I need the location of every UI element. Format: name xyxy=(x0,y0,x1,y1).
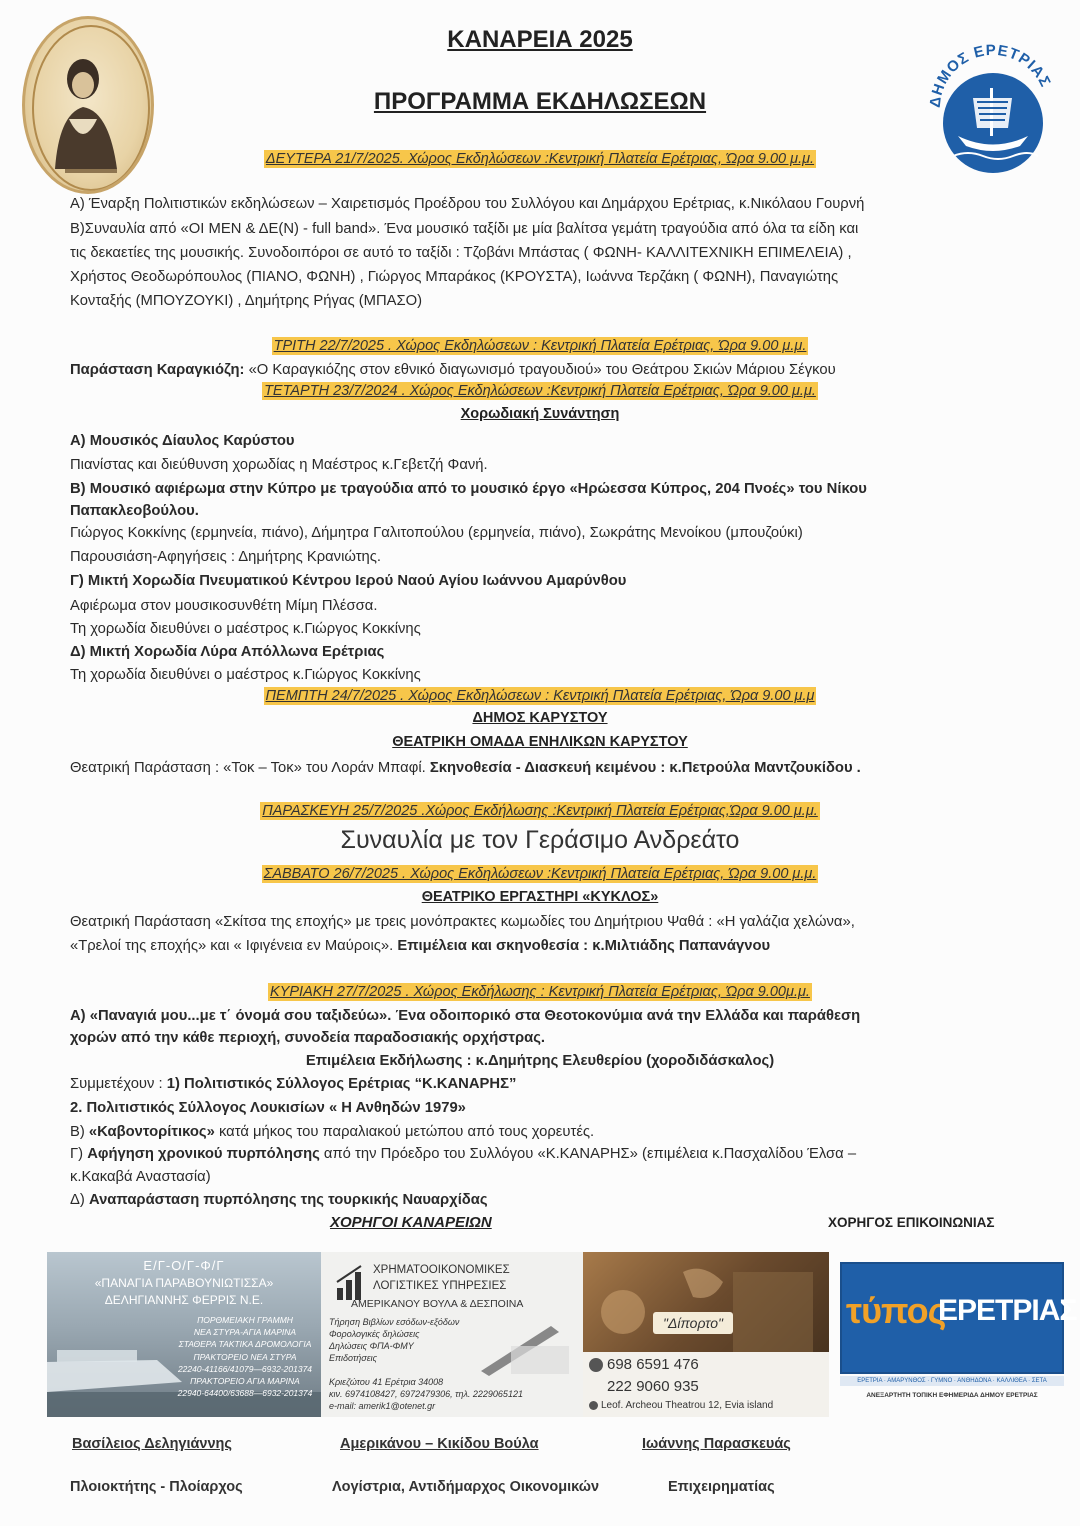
bar-chart-icon xyxy=(335,1262,369,1302)
ad2-line-1: ΧΡΗΜΑΤΟΟΙΚΟΝΟΜΙΚΕΣ xyxy=(373,1264,510,1276)
sunday-b: Β) «Καβοντορίτικος» κατά μήκος του παραλιακού μετώπου από τους χορευτές. xyxy=(70,1124,595,1140)
thursday-text: Θεατρική Παράσταση : «Τοκ – Τοκ» του Λοράν Μπαφί. Σκηνοθεσία - Διασκευή κειμένου : κ.Πετρούλα Μαντζουκίδου . xyxy=(70,760,861,776)
ad2-line-5: Φορολογικές δηλώσεις xyxy=(329,1329,420,1339)
ad2-line-6: Δηλώσεις ΦΠΑ-ΦΜΥ xyxy=(329,1341,414,1351)
ad-diporto xyxy=(583,1252,829,1417)
wednesday-b-text-2: Παρουσιάση-Αφηγήσεις : Δημήτρης Κρανιώτης. xyxy=(70,549,382,565)
ad1-line-8: 22240-41166/41079—6932-201374 xyxy=(177,1363,313,1374)
ad3-phone-1-row: 698 6591 476 xyxy=(589,1356,699,1373)
sunday-a-2: χορών από την κάθε περιοχή, συνοδεία παραδοσιακής ορχήστρας. xyxy=(70,1030,546,1046)
sunday-participants-2: 2. Πολιτιστικός Σύλλογος Λουκισίων « Η Ανθηδών 1979» xyxy=(70,1100,466,1116)
sunday-a-1: Α) «Παναγιά μου...με τ΄ όνομά σου ταξιδεύω». Ένα οδοιπορικό στα Θεοτοκονύμια ανά την Ελλάδα και παράθεση xyxy=(70,1008,861,1024)
ad2-line-3: ΑΜΕΡΙΚΑΝΟΥ ΒΟΥΛΑ & ΔΕΣΠΟΙΝΑ xyxy=(351,1298,524,1310)
page-title: ΚΑΝΑΡΕΙΑ 2025 xyxy=(447,26,633,53)
day-header-thursday: ΠΕΜΠΤΗ 24/7/2025 . Χώρος Εκδηλώσεων : Κεντρική Πλατεία Ερέτριας, Ώρα 9.00 μ.μ xyxy=(265,688,815,704)
sponsor-name-2: Αμερικάνου – Κικίδου Βούλα xyxy=(340,1436,539,1452)
wednesday-c-title: Γ) Μικτή Χορωδία Πνευματικού Κέντρου Ιερού Ναού Αγίου Ιωάννου Αμαρύνθου xyxy=(70,573,627,589)
pen-icon xyxy=(471,1316,571,1376)
svg-text:ΔΗΜΟΣ ΕΡΕΤΡΙΑΣ: ΔΗΜΟΣ ΕΡΕΤΡΙΑΣ xyxy=(928,41,1055,109)
sunday-curator: Επιμέλεια Εκδήλωσης : κ.Δημήτρης Ελευθερίου (χοροδιδάσκαλος) xyxy=(305,1053,775,1069)
friday-concert: Συναυλία με τον Γεράσιμο Ανδρεάτο xyxy=(340,826,740,854)
page-subtitle: ΠΡΟΓΡΑΜΜΑ ΕΚΔΗΛΩΣΕΩΝ xyxy=(373,88,707,115)
ad2-line-4: Τήρηση Βιβλίων εσόδων-εξόδων xyxy=(329,1317,460,1327)
day-header-monday: ΔΕΥΤΕΡΑ 21/7/2025. Χώρος Εκδηλώσεων :Κεντρική Πλατεία Ερέτριας, Ώρα 9.00 μ.μ. xyxy=(265,151,815,167)
ad1-line-6: ΣΤΑΘΕΡΑ ΤΑΚΤΙΚΑ ΔΡΟΜΟΛΟΓΙΑ xyxy=(178,1339,312,1350)
ad1-line-7: ΠΡΑΚΤΟΡΕΙΟ ΝΕΑ ΣΤΥΡΑ xyxy=(193,1351,297,1362)
monday-line-4: Χρήστος Θεοδωρόπουλος (ΠΙΑΝΟ, ΦΩΝΗ) , Γιώργος Μπαράκος (ΚΡΟΥΣΤΑ), Ιωάννα Τερζάκη ( ΦΩΝΗ), Παναγιώτης xyxy=(70,269,839,285)
monday-line-5: Κονταξής (ΜΠΟΥΖΟΥΚΙ) , Δημήτρης Ρήγας (ΜΠΑΣΟ) xyxy=(70,293,423,309)
sponsor-role-1: Πλοιοκτήτης - Πλοίαρχος xyxy=(70,1479,243,1495)
wednesday-d-text: Τη χορωδία διευθύνει ο μαέστρος κ.Γιώργος Κοκκίνης xyxy=(70,667,421,683)
wednesday-b-title-1: Β) Μουσικό αφιέρωμα στην Κύπρο με τραγούδια από το μουσικό έργο «Ηρώεσσα Κύπρος, 204 Πνοές» του Νίκου xyxy=(70,481,867,497)
sponsor-name-1: Βασίλειος Δεληγιάννης xyxy=(72,1436,232,1452)
ad3-address-row: Leof. Archeou Theatrou 12, Evia island xyxy=(589,1400,773,1411)
sponsor-name-3: Ιωάννης Παρασκευάς xyxy=(642,1436,791,1452)
ad4-word-1: τύπος xyxy=(846,1290,946,1331)
ad1-line-9: ΠΡΑΚΤΟΡΕΙΟ ΑΓΙΑ ΜΑΡΙΝΑ xyxy=(190,1376,300,1387)
wednesday-subtitle: Χορωδιακή Συνάντηση xyxy=(460,406,620,422)
saturday-text-1: Θεατρική Παράσταση «Σκίτσα της εποχής» με τρεις μονόπρακτες κωμωδίες του Δημήτριου Ψαθά : «Η γαλάζια χελώνα», xyxy=(70,914,855,930)
ad1-line-3: ΔΕΛΗΓΙΑΝΝΗΣ ΦΕΡΡΙΣ Ν.Ε. xyxy=(104,1293,264,1307)
ad1-line-10: 22940-64400/63688—6932-201374 xyxy=(177,1388,313,1399)
sunday-participants-1: Συμμετέχουν : 1) Πολιτιστικός Σύλλογος Ερέτριας “Κ.ΚΑΝΑΡΗΣ” xyxy=(70,1076,517,1092)
ad4-word-2: ΕΡΕΤΡΙΑΣ xyxy=(938,1294,1077,1327)
whatsapp-icon xyxy=(589,1358,603,1372)
ad2-line-8: Κριεζώτου 41 Ερέτρια 34008 xyxy=(329,1377,444,1387)
ad4-tag-2: ΑΝΕΞΑΡΤΗΤΗ ΤΟΠΙΚΗ ΕΦΗΜΕΡΙΔΑ ΔΗΜΟΥ ΕΡΕΤΡΙΑΣ xyxy=(866,1392,1038,1399)
sponsor-role-2: Λογίστρια, Αντιδήμαρχος Οικονομικών xyxy=(332,1479,600,1495)
ad2-line-9: κιν. 6974108427, 6972479306, τηλ. 2229065121 xyxy=(329,1389,523,1399)
wednesday-a-text: Πιανίστας και διεύθυνση χορωδίας η Μαέστρος κ.Γεβετζή Φανή. xyxy=(70,457,488,473)
location-pin-icon xyxy=(589,1401,598,1410)
monday-line-3: τις δεκαετίες της μουσικής. Συνοδοιπόροι σε αυτό το ταξίδι : Τζοβάνι Μπάστας ( ΦΩΝΗ- ΚΑΛΛΙΤΕΧΝΙΚΗ ΕΠΙΜΕΛΕΙΑ) , xyxy=(70,245,852,261)
ad2-line-2: ΛΟΓΙΣΤΙΚΕΣ ΥΠΗΡΕΣΙΕΣ xyxy=(373,1280,507,1292)
wednesday-c-text-2: Τη χορωδία διευθύνει ο μαέστρος κ.Γιώργος Κοκκίνης xyxy=(70,621,421,637)
wednesday-b-title-2: Παπακλεοβούλου. xyxy=(70,503,199,519)
day-header-saturday: ΣΑΒΒΑΤΟ 26/7/2025 . Χώρος Εκδηλώσεων :Κεντρική Πλατεία Ερέτριας, Ώρα 9.00 μ.μ. xyxy=(263,866,817,882)
day-header-tuesday: ΤΡΙΤΗ 22/7/2025 . Χώρος Εκδηλώσεων : Κεντρική Πλατεία Ερέτριας, Ώρα 9.00 μ.μ. xyxy=(273,338,807,354)
saturday-text-2: «Τρελοί της εποχής» και « Ιφιγένεια εν Μαύροις». Επιμέλεια και σκηνοθεσία : κ.Μιλτιάδης Παπανάγνου xyxy=(70,938,771,954)
wednesday-a-title: Α) Μουσικός Δίαυλος Καρύστου xyxy=(70,433,295,449)
ad1-line-4: ΠΟΡΘΜΕΙΑΚΗ ΓΡΑΜΜΗ xyxy=(197,1315,293,1325)
ad3-phone-2: 222 9060 935 xyxy=(607,1378,699,1395)
tuesday-line: Παράσταση Καραγκιόζη: «Ο Καραγκιόζης στον εθνικό διαγωνισμό τραγουδιού» του Θεάτρου Σκιών Μάριου Σέγκου xyxy=(70,362,836,378)
media-sponsor-title: ΧΟΡΗΓΟΣ ΕΠΙΚΟΙΝΩΝΙΑΣ xyxy=(828,1215,995,1230)
wednesday-d-title: Δ) Μικτή Χορωδία Λύρα Απόλλωνα Ερέτριας xyxy=(70,644,385,660)
ad1-line-1: Ε/Γ-Ο/Γ-Φ/Γ xyxy=(143,1258,225,1273)
sponsor-role-3: Επιχειρηματίας xyxy=(668,1479,775,1495)
ad2-line-10: e-mail: amerik1@otenet.gr xyxy=(329,1401,436,1411)
day-header-friday: ΠΑΡΑΣΚΕΥΗ 25/7/2025 .Χώρος Εκδήλωσης :Κεντρική Πλατεία Ερέτριας,Ώρα 9.00 μ.μ. xyxy=(262,803,818,819)
thursday-sub-1: ΔΗΜΟΣ ΚΑΡΥΣΤΟΥ xyxy=(472,710,608,726)
wednesday-c-text-1: Αφιέρωμα στον μουσικοσυνθέτη Μίμη Πλέσσα. xyxy=(70,598,378,614)
ad2-line-7: Επιδοτήσεις xyxy=(329,1353,378,1363)
ad3-name: "Δίπορτο" xyxy=(653,1312,733,1334)
sunday-c: Γ) Αφήγηση χρονικού πυρπόλησης από την Πρόεδρο του Συλλόγου «Κ.ΚΑΝΑΡΗΣ» (επιμέλεια κ.Πασχαλίδου Έλσα – xyxy=(70,1146,857,1162)
wednesday-b-text-1: Γιώργος Κοκκίνης (ερμηνεία, πιάνο), Δήμητρα Γαλιτοπούλου (ερμηνεία, πιάνο), Σωκράτης Μενοίκου (μπουζούκι) xyxy=(70,525,803,541)
ad-typos-eretrias xyxy=(840,1262,1077,1410)
day-header-wednesday: ΤΕΤΑΡΤΗ 23/7/2024 . Χώρος Εκδηλώσεων :Κεντρική Πλατεία Ερέτριας, Ώρα 9.00 μ.μ. xyxy=(264,383,816,399)
sunday-c-2: κ.Κακαβά Αναστασία) xyxy=(70,1169,211,1185)
day-header-sunday: ΚΥΡΙΑΚΗ 27/7/2025 . Χώρος Εκδήλωσης : Κεντρική Πλατεία Ερέτριας, Ώρα 9.00μ.μ. xyxy=(270,984,810,1000)
monday-line-2: Β)Συναυλία από «ΟΙ ΜΕΝ & ΔΕ(Ν) - full band». Ένα μουσικό ταξίδι με μία βαλίτσα γεμάτη τραγούδια από όλα τα είδη και xyxy=(70,221,859,237)
ad1-line-5: ΝΕΑ ΣΤΥΡΑ-ΑΓΙΑ ΜΑΡΙΝΑ xyxy=(193,1327,297,1338)
ad4-tag-1: ΕΡΕΤΡΙΑ · ΑΜΑΡΥΝΘΟΣ · ΓΥΜΝΟ · ΑΝΘΗΔΟΝΑ · ΚΑΛΛΙΘΕΑ · ΣΕΤΑ xyxy=(840,1376,1064,1386)
ad-accounting xyxy=(321,1252,583,1417)
sponsors-title: ΧΟΡΗΓΟΙ ΚΑΝΑΡΕΙΩΝ xyxy=(330,1214,492,1231)
ad1-line-2: «ΠΑΝΑΓΙΑ ΠΑΡΑΒΟΥΝΙΩΤΙΣΣΑ» xyxy=(94,1276,274,1290)
ad-ferry xyxy=(47,1252,321,1417)
thursday-sub-2: ΘΕΑΤΡΙΚΗ ΟΜΑΔΑ ΕΝΗΛΙΚΩΝ ΚΑΡΥΣΤΟΥ xyxy=(392,734,688,750)
monday-line-1: Α) Έναρξη Πολιτιστικών εκδηλώσεων – Χαιρετισμός Προέδρου του Συλλόγου και Δημάρχου Ερέτριας, κ.Νικόλαου Γουρνή xyxy=(70,196,865,212)
sunday-d: Δ) Αναπαράσταση πυρπόλησης της τουρκικής Ναυαρχίδας xyxy=(70,1192,488,1208)
saturday-subtitle: ΘΕΑΤΡΙΚΟ ΕΡΓΑΣΤΗΡΙ «ΚΥΚΛΟΣ» xyxy=(421,889,659,905)
